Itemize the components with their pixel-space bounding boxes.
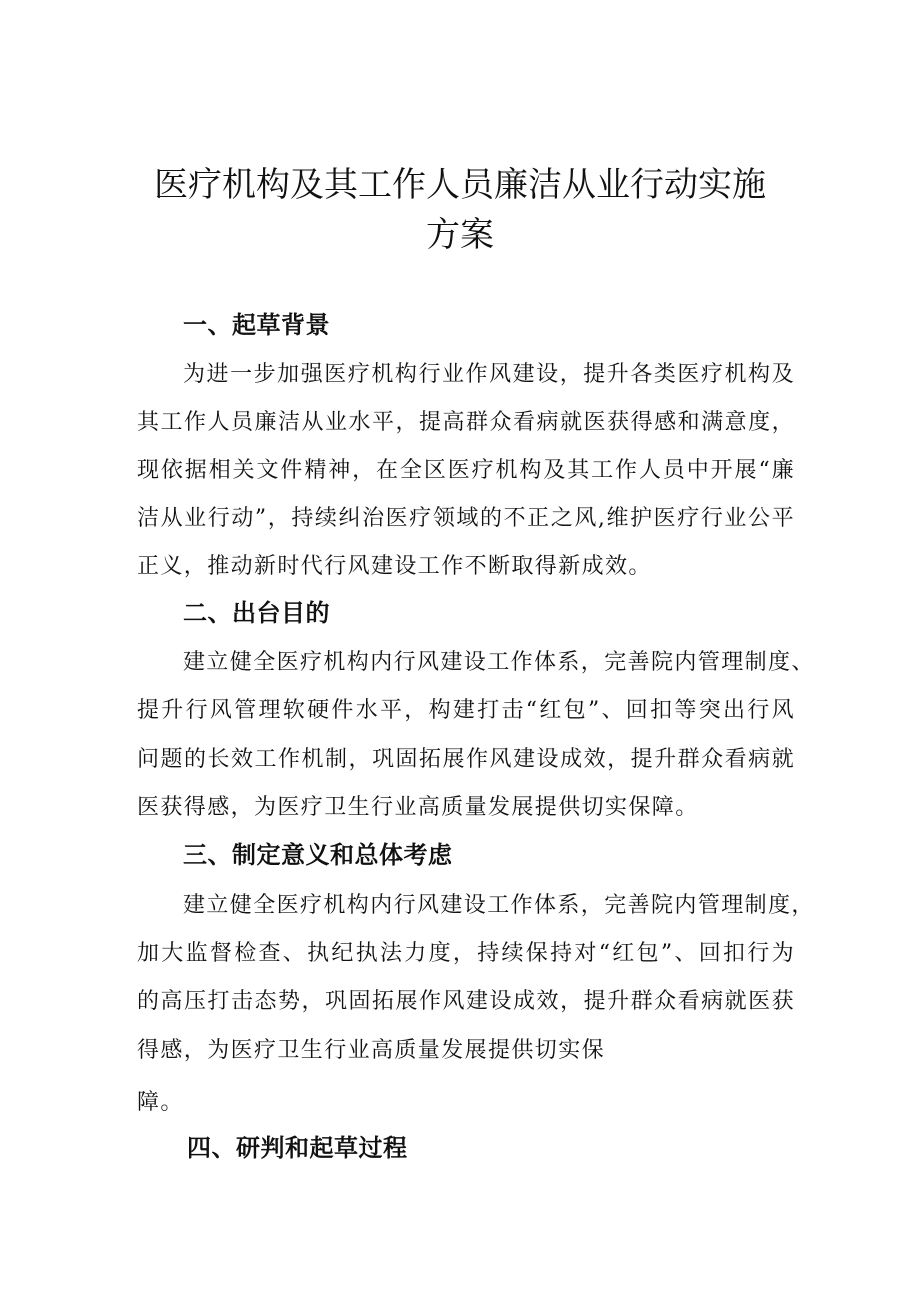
paragraph-line: 洁从业行动”，持续纠治医疗领域的不正之风,维护医疗行业公平 [137,506,795,531]
section-heading-purpose: 二、出台目的 [183,599,330,627]
section-heading-background: 一、起草背景 [183,311,330,339]
section-heading-drafting-process: 四、研判和起草过程 [187,1134,408,1162]
section-heading-significance: 三、制定意义和总体考虑 [183,841,453,869]
paragraph-line: 得感，为医疗卫生行业高质量发展提供切实保 [137,1038,606,1063]
paragraph-line: 正义，推动新时代行风建设工作不断取得新成效。 [137,554,652,579]
paragraph-line: 提升行风管理软硬件水平，构建打击“红包”、回扣等突出行风 [137,698,795,723]
paragraph-line: 的高压打击态势，巩固拓展作风建设成效，提升群众看病就医获 [137,989,795,1014]
document-title-line-1: 医疗机构及其工作人员廉洁从业行动实施 [154,165,766,205]
document-title-line-2: 方案 [426,215,494,255]
paragraph-line: 现依据相关文件精神，在全区医疗机构及其工作人员中开展“廉 [137,458,795,483]
paragraph-line: 建立健全医疗机构内行风建设工作体系，完善院内管理制度、 [183,650,815,675]
paragraph-line: 为进一步加强医疗机构行业作风建设，提升各类医疗机构及 [183,362,795,387]
paragraph-line: 其工作人员廉洁从业水平，提高群众看病就医获得感和满意度， [137,410,795,435]
paragraph-line: 障。 [137,1090,184,1115]
paragraph-line: 问题的长效工作机制，巩固拓展作风建设成效，提升群众看病就 [137,747,795,772]
paragraph-line: 加大监督检查、执纪执法力度，持续保持对“红包”、回扣行为 [137,941,795,966]
paragraph-line: 建立健全医疗机构内行风建设工作体系，完善院内管理制度， [183,893,815,918]
paragraph-line: 医获得感，为医疗卫生行业高质量发展提供切实保障。 [137,795,699,820]
